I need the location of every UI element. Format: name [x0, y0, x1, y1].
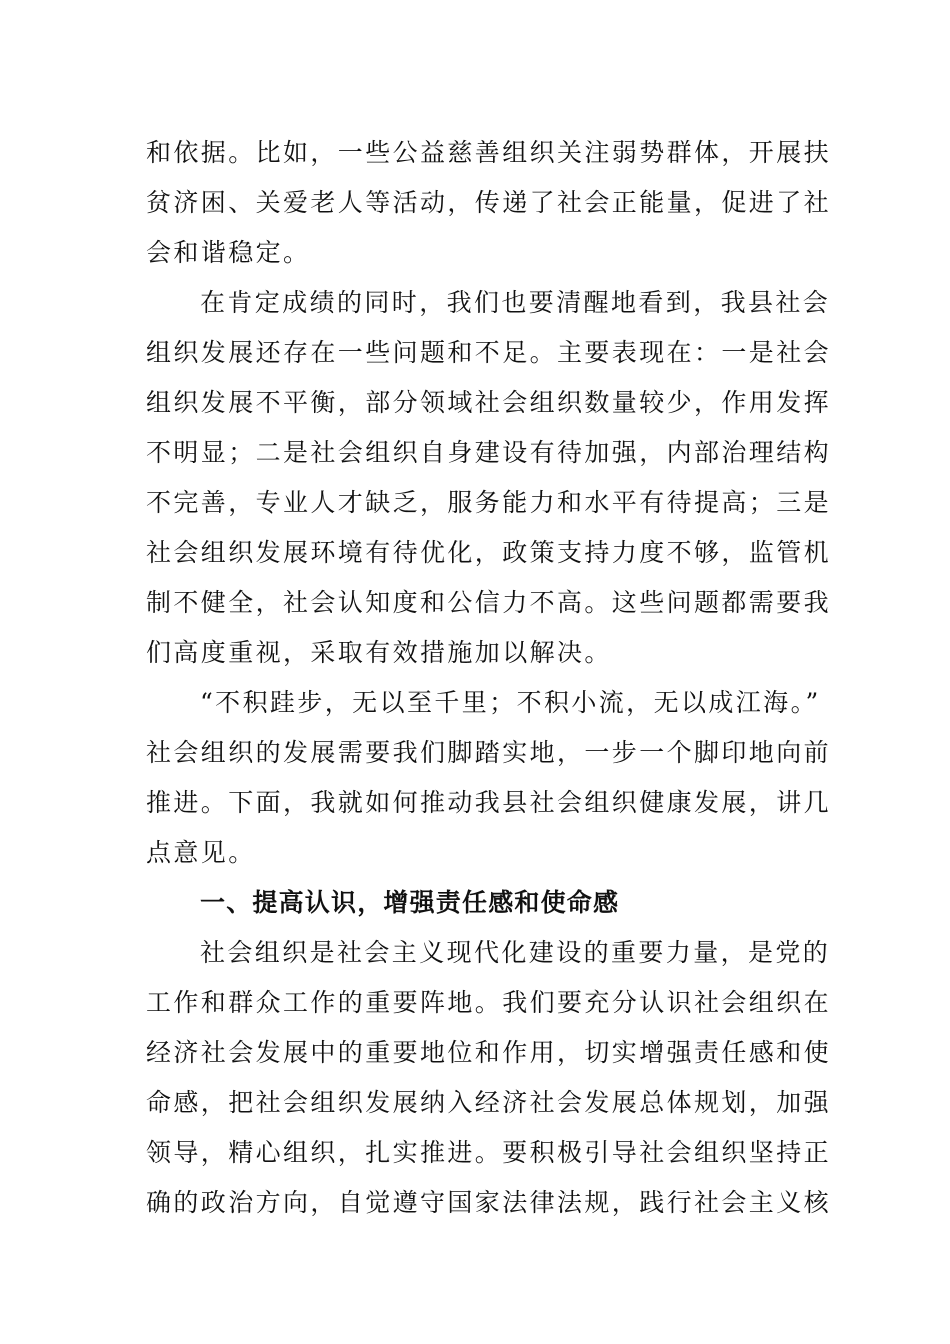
- paragraph-line: 不完善，专业人才缺乏，服务能力和水平有待提高；三是: [146, 488, 832, 517]
- document-body: [146, 128, 832, 1228]
- paragraph-line: 会和谐稳定。: [146, 238, 311, 267]
- paragraph-line: 组织发展还存在一些问题和不足。主要表现在：一是社会: [146, 338, 832, 367]
- paragraph-line: 点意见。: [146, 838, 256, 867]
- paragraph-line: 社会组织的发展需要我们脚踏实地，一步一个脚印地向前: [146, 738, 832, 767]
- paragraph-line: 们高度重视，采取有效措施加以解决。: [146, 638, 612, 667]
- paragraph-line: 社会组织是社会主义现代化建设的重要力量，是党的: [200, 938, 831, 967]
- paragraph-line: 社会组织发展环境有待优化，政策支持力度不够，监管机: [146, 538, 832, 567]
- paragraph-line: 组织发展不平衡，部分领域社会组织数量较少，作用发挥: [146, 388, 832, 417]
- paragraph-line: 和依据。比如，一些公益慈善组织关注弱势群体，开展扶: [146, 138, 832, 167]
- paragraph-line: 命感，把社会组织发展纳入经济社会发展总体规划，加强: [146, 1088, 832, 1117]
- paragraph-line: 制不健全，社会认知度和公信力不高。这些问题都需要我: [146, 588, 832, 617]
- paragraph-line: 推进。下面，我就如何推动我县社会组织健康发展，讲几: [146, 788, 832, 817]
- paragraph-line: 经济社会发展中的重要地位和作用，切实增强责任感和使: [146, 1038, 832, 1067]
- paragraph-line: 领导，精心组织，扎实推进。要积极引导社会组织坚持正: [146, 1138, 832, 1167]
- paragraph-line: 在肯定成绩的同时，我们也要清醒地看到，我县社会: [200, 288, 831, 317]
- paragraph-line: 不明显；二是社会组织自身建设有待加强，内部治理结构: [146, 438, 832, 467]
- paragraph-line: 确的政治方向，自觉遵守国家法律法规，践行社会主义核: [146, 1188, 832, 1217]
- paragraph-line: “不积跬步，无以至千里；不积小流，无以成江海。”: [200, 688, 821, 717]
- section-heading: 一、提高认识，增强责任感和使命感: [200, 888, 620, 917]
- paragraph-line: 贫济困、关爱老人等活动，传递了社会正能量，促进了社: [146, 188, 832, 217]
- paragraph-line: 工作和群众工作的重要阵地。我们要充分认识社会组织在: [146, 988, 832, 1017]
